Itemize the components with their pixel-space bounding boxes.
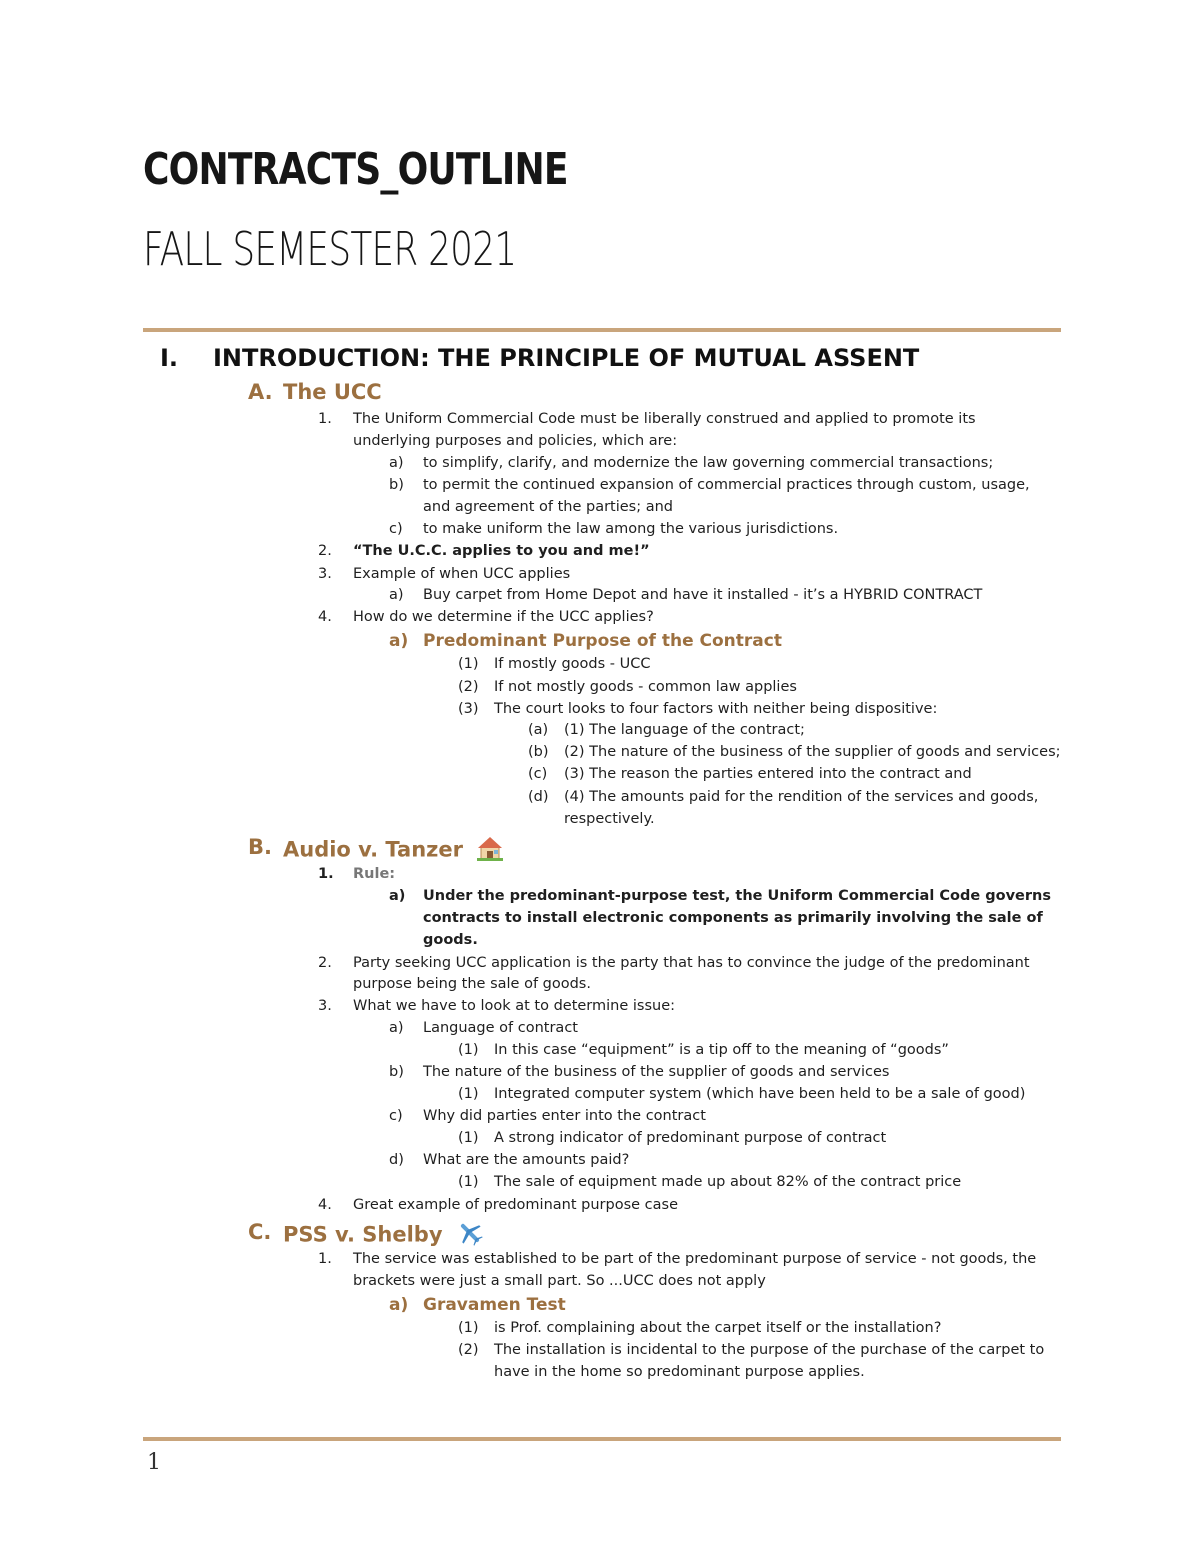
list-item-text: to permit the continued expansion of commercial practices through custom, usage, bbox=[423, 477, 1030, 493]
list-marker: (2) bbox=[458, 679, 479, 695]
list-marker: a) bbox=[389, 587, 404, 603]
list-marker: 2. bbox=[318, 543, 332, 559]
list-item-text: (4) The amounts paid for the rendition of the services and goods, bbox=[564, 789, 1039, 805]
list-item-text: is Prof. complaining about the carpet itself or the installation? bbox=[494, 1320, 942, 1336]
list-item-text: Under the predominant-purpose test, the Uniform Commercial Code governs bbox=[423, 888, 1051, 904]
list-item-text: The sale of equipment made up about 82% of the contract price bbox=[494, 1174, 962, 1190]
document-title: CONTRACTS_OUTLINE bbox=[143, 144, 568, 195]
list-marker: (1) bbox=[458, 1086, 479, 1102]
list-marker: (1) bbox=[458, 1042, 479, 1058]
list-marker: 2. bbox=[318, 955, 332, 971]
list-marker: (3) bbox=[458, 701, 479, 717]
list-marker: (d) bbox=[528, 789, 549, 805]
list-item-text: to simplify, clarify, and modernize the law governing commercial transactions; bbox=[423, 455, 994, 471]
list-marker: d) bbox=[389, 1152, 404, 1168]
list-item-text: underlying purposes and policies, which are: bbox=[353, 433, 678, 449]
section-heading: INTRODUCTION: THE PRINCIPLE OF MUTUAL ASSENT bbox=[213, 344, 920, 372]
list-marker: (1) bbox=[458, 1130, 479, 1146]
list-marker: b) bbox=[389, 1064, 404, 1080]
list-marker: (a) bbox=[528, 722, 549, 738]
house-icon bbox=[476, 835, 504, 866]
sub-heading: Predominant Purpose of the Contract bbox=[423, 631, 782, 651]
list-item-text: The service was established to be part of the predominant purpose of service - not goods, the bbox=[353, 1251, 1037, 1267]
bottom-divider bbox=[143, 1437, 1061, 1441]
list-marker: b) bbox=[389, 477, 404, 493]
list-marker: a) bbox=[389, 1295, 409, 1315]
list-item-text: What we have to look at to determine issue: bbox=[353, 998, 676, 1014]
list-marker: 3. bbox=[318, 566, 332, 582]
list-item-text: Party seeking UCC application is the party that has to convince the judge of the predominant bbox=[353, 955, 1030, 971]
list-item-text: The installation is incidental to the purpose of the purchase of the carpet to bbox=[494, 1342, 1045, 1358]
list-item-text: brackets were just a small part. So ...UCC does not apply bbox=[353, 1273, 766, 1289]
list-item-text: Example of when UCC applies bbox=[353, 566, 571, 582]
list-marker: (b) bbox=[528, 744, 549, 760]
list-item-text: and agreement of the parties; and bbox=[423, 499, 673, 515]
sub-heading: Gravamen Test bbox=[423, 1295, 566, 1315]
list-item-text: What are the amounts paid? bbox=[423, 1152, 630, 1168]
top-divider bbox=[143, 328, 1061, 332]
subsection-a-marker: A. bbox=[248, 380, 273, 404]
list-marker: 1. bbox=[318, 866, 334, 882]
subsection-b-marker: B. bbox=[248, 835, 272, 859]
list-item-text: The Uniform Commercial Code must be liberally construed and applied to promote its bbox=[353, 411, 976, 427]
list-marker: a) bbox=[389, 1020, 404, 1036]
list-marker: 4. bbox=[318, 1197, 332, 1213]
page-number: 1 bbox=[147, 1450, 161, 1475]
subsection-c-marker: C. bbox=[248, 1220, 272, 1244]
list-item-text: respectively. bbox=[564, 811, 655, 827]
list-item-text: have in the home so predominant purpose applies. bbox=[494, 1364, 865, 1380]
list-item-text: (1) The language of the contract; bbox=[564, 722, 805, 738]
list-marker: a) bbox=[389, 631, 409, 651]
list-marker: a) bbox=[389, 455, 404, 471]
airplane-icon bbox=[456, 1220, 484, 1251]
list-item-text: Rule: bbox=[353, 866, 396, 882]
list-marker: 1. bbox=[318, 411, 332, 427]
list-marker: (c) bbox=[528, 766, 548, 782]
list-marker: c) bbox=[389, 521, 403, 537]
list-item-text: contracts to install electronic components as primarily involving the sale of bbox=[423, 910, 1043, 926]
list-marker: (1) bbox=[458, 1174, 479, 1190]
list-marker: (1) bbox=[458, 1320, 479, 1336]
list-item-text: The nature of the business of the supplier of goods and services bbox=[423, 1064, 890, 1080]
list-item-text: If mostly goods - UCC bbox=[494, 656, 651, 672]
list-item-text: Buy carpet from Home Depot and have it installed - it’s a HYBRID CONTRACT bbox=[423, 587, 983, 603]
list-item-text: (3) The reason the parties entered into the contract and bbox=[564, 766, 972, 782]
list-item-text: (2) The nature of the business of the supplier of goods and services; bbox=[564, 744, 1061, 760]
list-item-text: Integrated computer system (which have been held to be a sale of good) bbox=[494, 1086, 1026, 1102]
list-item-text: purpose being the sale of goods. bbox=[353, 976, 591, 992]
list-marker: a) bbox=[389, 888, 406, 904]
list-marker: 4. bbox=[318, 609, 332, 625]
list-marker: (1) bbox=[458, 656, 479, 672]
list-item-text: How do we determine if the UCC applies? bbox=[353, 609, 654, 625]
list-marker: c) bbox=[389, 1108, 403, 1124]
list-item-text: Language of contract bbox=[423, 1020, 578, 1036]
list-item-text: goods. bbox=[423, 932, 478, 948]
list-item-text: A strong indicator of predominant purpose of contract bbox=[494, 1130, 887, 1146]
section-marker: I. bbox=[160, 344, 179, 372]
list-marker: 1. bbox=[318, 1251, 332, 1267]
list-item-text: The court looks to four factors with neither being dispositive: bbox=[494, 701, 938, 717]
document-subtitle: FALL SEMESTER 2021 bbox=[143, 222, 517, 276]
list-item-text: Great example of predominant purpose case bbox=[353, 1197, 678, 1213]
list-marker: 3. bbox=[318, 998, 332, 1014]
subsection-a-heading: The UCC bbox=[283, 380, 382, 404]
list-item-text: In this case “equipment” is a tip off to the meaning of “goods” bbox=[494, 1042, 949, 1058]
list-item-text: to make uniform the law among the various jurisdictions. bbox=[423, 521, 839, 537]
list-marker: (2) bbox=[458, 1342, 479, 1358]
list-item-text: If not mostly goods - common law applies bbox=[494, 679, 797, 695]
subsection-c-heading-row bbox=[283, 1220, 484, 1251]
list-item-text: “The U.C.C. applies to you and me!” bbox=[353, 543, 650, 559]
subsection-c-heading: PSS v. Shelby bbox=[283, 1222, 443, 1247]
subsection-b-heading: Audio v. Tanzer bbox=[283, 837, 463, 862]
subsection-b-heading-row bbox=[283, 835, 504, 866]
list-item-text: Why did parties enter into the contract bbox=[423, 1108, 706, 1124]
